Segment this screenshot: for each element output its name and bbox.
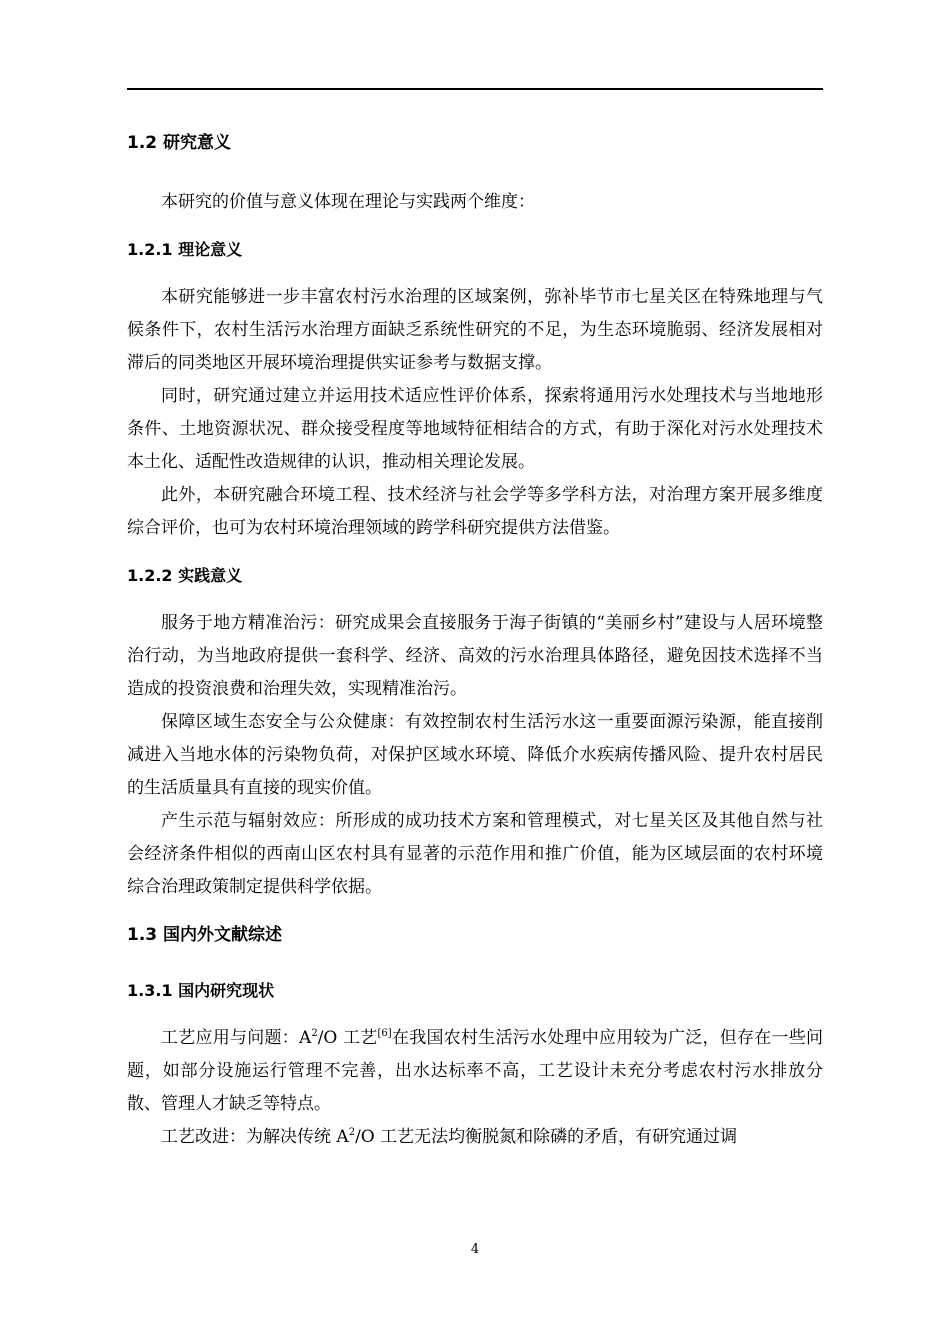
superscript: 2 bbox=[348, 1127, 356, 1138]
text-run: 工艺改进：为解决传统 A bbox=[161, 1127, 349, 1147]
paragraph-theory-2: 同时，研究通过建立并运用技术适应性评价体系，探索将通用污水处理技术与当地地形条件、土地资源状况、群众接受程度等地域特征相结合的方式，有助于深化对污水处理技术本土化、适配性改造规律的认识，推动相关理论发展。 bbox=[127, 386, 823, 472]
paragraph-theory-1: 本研究能够进一步丰富农村污水治理的区域案例，弥补毕节市七星关区在特殊地理与气候条件下，农村生活污水治理方面缺乏系统性研究的不足，为生态环境脆弱、经济发展相对滞后的同类地区开展环境治理提供实证参考与数据支撑。 bbox=[127, 287, 823, 373]
text-run: 在我国农村生活污水处理中应用较为广泛，但存在一些问题，如部分设施运行管理不完善，出水达标率不高，工艺设计未充分考虑农村污水排放分散、管理人才缺乏等特点。 bbox=[127, 1028, 824, 1114]
page-number: 4 bbox=[470, 1242, 480, 1257]
section-heading-1-3-1: 1.3.1 国内研究现状 bbox=[127, 981, 275, 1000]
text-run: /O 工艺无法均衡脱氮和除磷的矛盾，有研究通过调 bbox=[355, 1127, 738, 1147]
section-heading-1-2: 1.2 研究意义 bbox=[127, 133, 232, 153]
page-content bbox=[127, 118, 823, 1154]
text-run: /O 工艺 bbox=[317, 1028, 378, 1048]
paragraph-theory-3: 此外，本研究融合环境工程、技术经济与社会学等多学科方法，对治理方案开展多维度综合评价，也可为农村环境治理领域的跨学科研究提供方法借鉴。 bbox=[127, 485, 823, 538]
paragraph-domestic-1 bbox=[127, 1022, 823, 1121]
section-heading-1-2-1: 1.2.1 理论意义 bbox=[127, 240, 243, 259]
paragraph-practice-3: 产生示范与辐射效应：所形成的成功技术方案和管理模式，对七星关区及其他自然与社会经济条件相似的西南山区农村具有显著的示范作用和推广价值，能为区域层面的农村环境综合治理政策制定提供科学依据。 bbox=[127, 811, 823, 897]
citation-ref: [6] bbox=[377, 1028, 392, 1039]
superscript: 2 bbox=[311, 1028, 318, 1039]
header-rule bbox=[127, 88, 823, 90]
paragraph-practice-2: 保障区域生态安全与公众健康：有效控制农村生活污水这一重要面源污染源，能直接削减进入当地水体的污染物负荷，对保护区域水环境、降低介水疾病传播风险、提升农村居民的生活质量具有直接的现实价值。 bbox=[127, 712, 823, 798]
paragraph-practice-1: 服务于地方精准治污：研究成果会直接服务于海子街镇的“美丽乡村”建设与人居环境整治行动，为当地政府提供一套科学、经济、高效的污水治理具体路径，避免因技术选择不当造成的投资浪费和治理失效，实现精准治污。 bbox=[127, 613, 823, 699]
section-heading-1-3: 1.3 国内外文献综述 bbox=[127, 925, 283, 945]
section-heading-1-2-2: 1.2.2 实践意义 bbox=[127, 566, 243, 585]
paragraph-domestic-2 bbox=[127, 1121, 823, 1154]
paragraph-1-2-intro: 本研究的价值与意义体现在理论与实践两个维度： bbox=[161, 192, 535, 212]
text-run: 工艺应用与问题：A bbox=[161, 1028, 312, 1048]
